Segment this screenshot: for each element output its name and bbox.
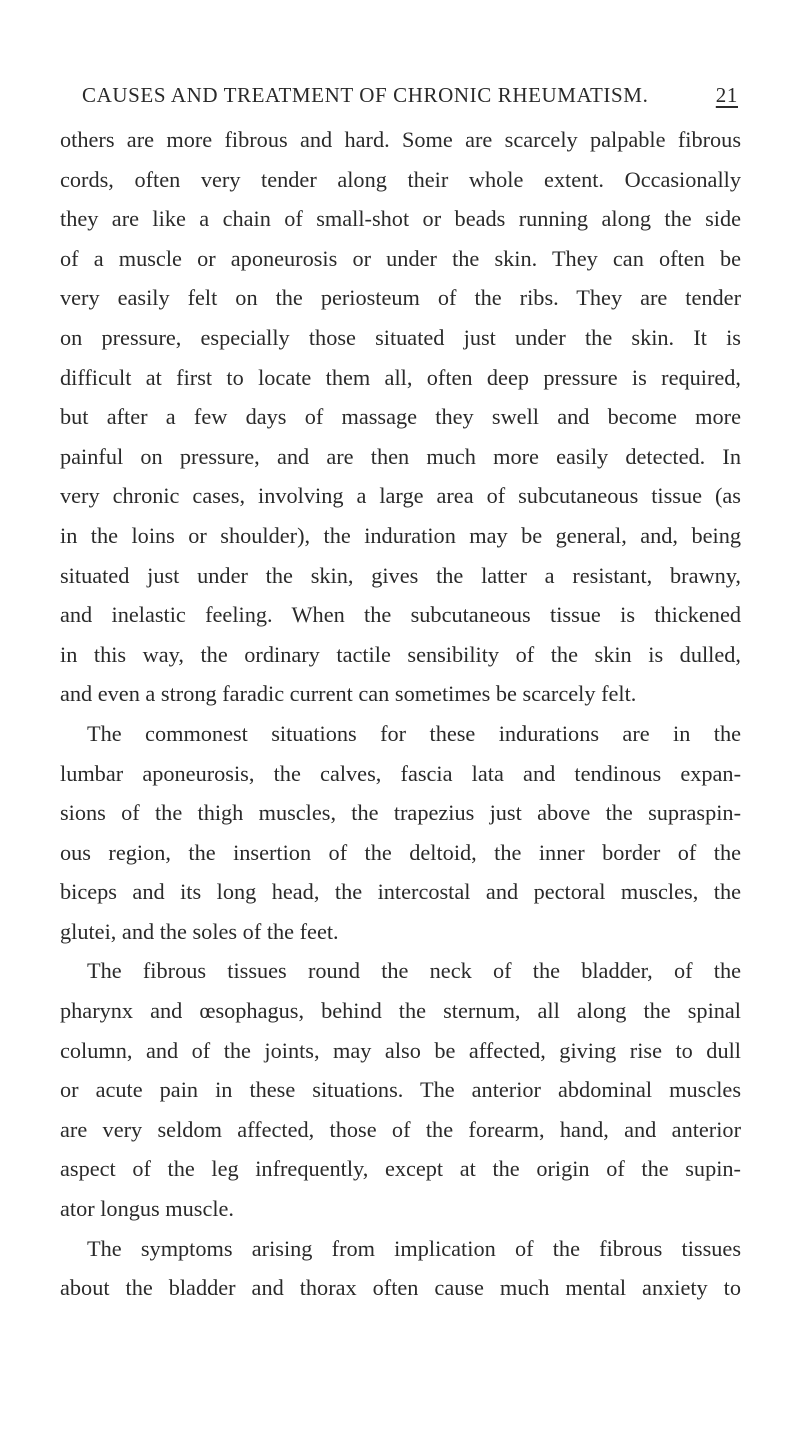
running-head <box>70 80 738 110</box>
text-line: painful on pressure, and are then much more easily detected. In <box>60 443 741 469</box>
page-number: 21 <box>715 83 738 107</box>
text-line: they are like a chain of small-shot or beads running along the side <box>60 206 741 232</box>
text-line: The fibrous tissues round the neck of the bladder, of the <box>87 958 741 984</box>
text-line: glutei, and the soles of the feet. <box>60 918 339 944</box>
text-line: lumbar aponeurosis, the calves, fascia lata and tendinous expan- <box>60 760 741 786</box>
body-text <box>60 120 741 1308</box>
text-line: or acute pain in these situations. The anterior abdominal muscles <box>60 1077 741 1103</box>
text-line: in the loins or shoulder), the induration may be general, and, being <box>60 522 741 548</box>
text-line: and inelastic feeling. When the subcutaneous tissue is thickened <box>60 602 741 628</box>
running-head-title: CAUSES AND TREATMENT OF CHRONIC RHEUMATISM. <box>82 83 649 107</box>
text-line: very easily felt on the periosteum of the ribs. They are tender <box>60 285 741 311</box>
paragraph <box>60 1229 741 1308</box>
text-line: cords, often very tender along their whole extent. Occasionally <box>60 166 741 192</box>
text-line: are very seldom affected, those of the forearm, hand, and anterior <box>60 1116 741 1142</box>
text-line: and even a strong faradic current can sometimes be scarcely felt. <box>60 681 637 707</box>
text-line: ous region, the insertion of the deltoid, the inner border of the <box>60 839 741 865</box>
text-line: sions of the thigh muscles, the trapezius just above the supraspin- <box>60 800 741 826</box>
text-line: situated just under the skin, gives the latter a resistant, brawny, <box>60 562 741 588</box>
text-line: very chronic cases, involving a large area of subcutaneous tissue (as <box>60 483 741 509</box>
text-line: difficult at first to locate them all, often deep pressure is required, <box>60 364 741 390</box>
text-line: of a muscle or aponeurosis or under the skin. They can often be <box>60 245 741 271</box>
text-line: in this way, the ordinary tactile sensibility of the skin is dulled, <box>60 641 741 667</box>
text-line: others are more fibrous and hard. Some are scarcely palpable fibrous <box>60 127 741 152</box>
text-line: aspect of the leg infrequently, except at the origin of the supin- <box>60 1156 741 1182</box>
text-line: column, and of the joints, may also be affected, giving rise to dull <box>60 1037 741 1063</box>
paragraph <box>60 714 741 952</box>
text-line: about the bladder and thorax often cause much mental anxiety to <box>60 1275 741 1301</box>
text-line: pharynx and œsophagus, behind the sternum, all along the spinal <box>60 998 741 1024</box>
text-line: biceps and its long head, the intercostal and pectoral muscles, the <box>60 879 741 905</box>
paragraph <box>60 951 741 1228</box>
paragraph <box>60 120 741 714</box>
text-line: The symptoms arising from implication of the fibrous tissues <box>87 1235 741 1261</box>
text-line: The commonest situations for these indurations are in the <box>87 720 741 746</box>
text-line: but after a few days of massage they swell and become more <box>60 404 741 430</box>
text-line: ator longus muscle. <box>60 1196 235 1222</box>
text-line: on pressure, especially those situated just under the skin. It is <box>60 324 741 350</box>
